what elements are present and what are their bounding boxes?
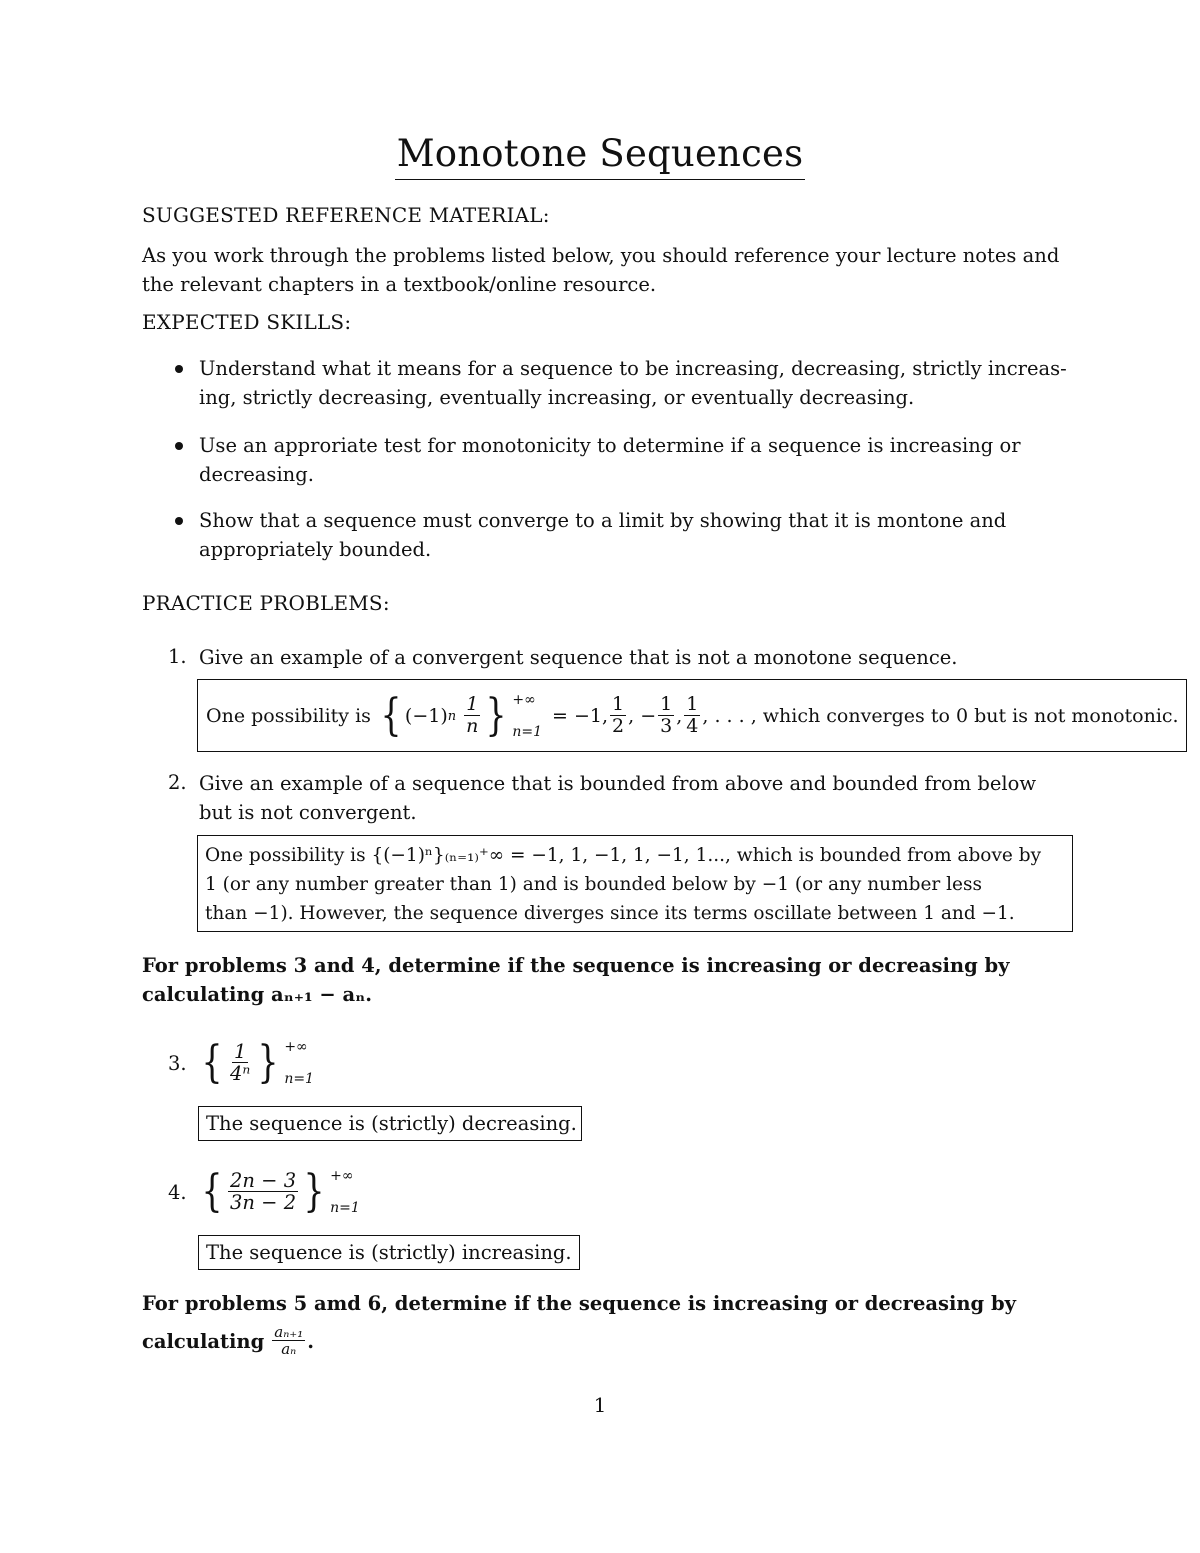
practice-heading: PRACTICE PROBLEMS: — [142, 591, 390, 615]
skill-item-3-line-1: Show that a sequence must converge to a limit by showing that it is montone and — [199, 509, 1007, 532]
answer-fraction-quarter: $\frac{1}{4}$ — [686, 693, 699, 738]
problem-1-question: Give an example of a convergent sequence that is not a monotone sequence. — [199, 646, 958, 669]
skill-item-2-line-1: Use an approriate test for monotonicity to determine if a sequence is increasing or — [199, 434, 1021, 457]
answer-separator: , — [676, 704, 683, 727]
right-brace-icon: } — [303, 1166, 325, 1217]
skills-heading: EXPECTED SKILLS: — [142, 310, 352, 334]
page-title: Monotone Sequences — [0, 132, 1200, 175]
bullet-icon — [175, 517, 183, 525]
problem-4-answer: The sequence is (strictly) increasing. — [206, 1241, 572, 1264]
page-number: 1 — [593, 1393, 607, 1417]
left-brace-icon: { — [201, 1037, 223, 1088]
problem-3-limits: +∞ n=1 — [284, 1039, 314, 1087]
problem-3-answer: The sequence is (strictly) decreasing. — [206, 1112, 577, 1135]
problem-2-answer-line-1: One possibility is {(−1)ⁿ}₍ₙ₌₁₎⁺∞ = −1, 1, −1, 1, −1, 1..., which is bounded from above by — [205, 845, 1042, 866]
problem-4-fraction: $\frac{2n - 3}{3n - 2}$ — [230, 1168, 297, 1214]
problem-2-question-line-2: but is not convergent. — [199, 801, 417, 824]
problem-1-answer-box — [197, 679, 1187, 752]
problem-2-number: 2. — [168, 771, 187, 794]
instruction-5-6-line-2 — [142, 1314, 314, 1368]
problem-3-number: 3. — [168, 1052, 187, 1075]
problem-4-answer-box — [198, 1235, 580, 1270]
problem-4-limits: +∞ n=1 — [330, 1168, 360, 1216]
answer-exponent: n — [447, 708, 457, 724]
answer-fraction-half: $\frac{1}{2}$ — [612, 693, 625, 738]
reference-heading: SUGGESTED REFERENCE MATERIAL: — [142, 203, 550, 227]
answer-seq-term: (−1) — [404, 704, 448, 727]
skill-item-1-line-2: ing, strictly decreasing, eventually increasing, or eventually decreasing. — [199, 386, 915, 409]
problem-3-fraction: $\frac{1}{\text{4ⁿ}}$ — [230, 1039, 251, 1085]
answer-equals: = −1, — [552, 704, 609, 727]
instruction-5-6-period: . — [307, 1329, 314, 1353]
problem-2-answer-line-2: 1 (or any number greater than 1) and is bounded below by −1 (or any number less — [205, 874, 982, 895]
problem-3-expression — [198, 1032, 314, 1094]
instruction-5-6-calc-label: calculating — [142, 1329, 265, 1353]
instruction-3-4-line-2: calculating aₙ₊₁ − aₙ. — [142, 983, 373, 1006]
answer-fraction: $\frac{1}{n}$ — [466, 693, 479, 738]
problem-2-answer-line-3: than −1). However, the sequence diverges since its terms oscillate between 1 and −1. — [205, 903, 1015, 924]
bullet-icon — [175, 442, 183, 450]
problem-2-answer-box — [197, 835, 1073, 932]
answer-prefix: One possibility is — [206, 704, 371, 727]
bullet-icon — [175, 365, 183, 373]
answer-separator: , − — [628, 704, 657, 727]
left-brace-icon: { — [201, 1166, 223, 1217]
answer-fraction-third: $\frac{1}{3}$ — [660, 693, 673, 738]
problem-1-number: 1. — [168, 645, 187, 668]
reference-line-2: the relevant chapters in a textbook/online resource. — [142, 273, 657, 296]
right-brace-icon: } — [257, 1037, 279, 1088]
left-brace-icon: { — [380, 690, 402, 741]
instruction-5-6-fraction: $\frac{\text{aₙ₊₁}}{\text{aₙ}}$ — [274, 1322, 304, 1359]
problem-3-answer-box — [198, 1106, 582, 1141]
problem-2-question-line-1: Give an example of a sequence that is bounded from above and bounded from below — [199, 772, 1037, 795]
right-brace-icon: } — [485, 690, 507, 741]
reference-line-1: As you work through the problems listed below, you should reference your lecture notes and — [142, 244, 1060, 267]
answer-tail: , . . . , which converges to 0 but is not monotonic. — [702, 704, 1179, 727]
skill-item-2-line-2: decreasing. — [199, 463, 314, 486]
skill-item-3-line-2: appropriately bounded. — [199, 538, 432, 561]
instruction-3-4-line-1: For problems 3 and 4, determine if the sequence is increasing or decreasing by — [142, 954, 1010, 977]
problem-4-expression — [198, 1161, 360, 1223]
answer-limits: +∞ n=1 — [512, 692, 543, 740]
skill-item-1-line-1: Understand what it means for a sequence to be increasing, decreasing, strictly increas- — [199, 357, 1067, 380]
instruction-5-6-line-1: For problems 5 amd 6, determine if the sequence is increasing or decreasing by — [142, 1292, 1016, 1315]
problem-1-answer — [206, 690, 1179, 742]
problem-4-number: 4. — [168, 1181, 187, 1204]
